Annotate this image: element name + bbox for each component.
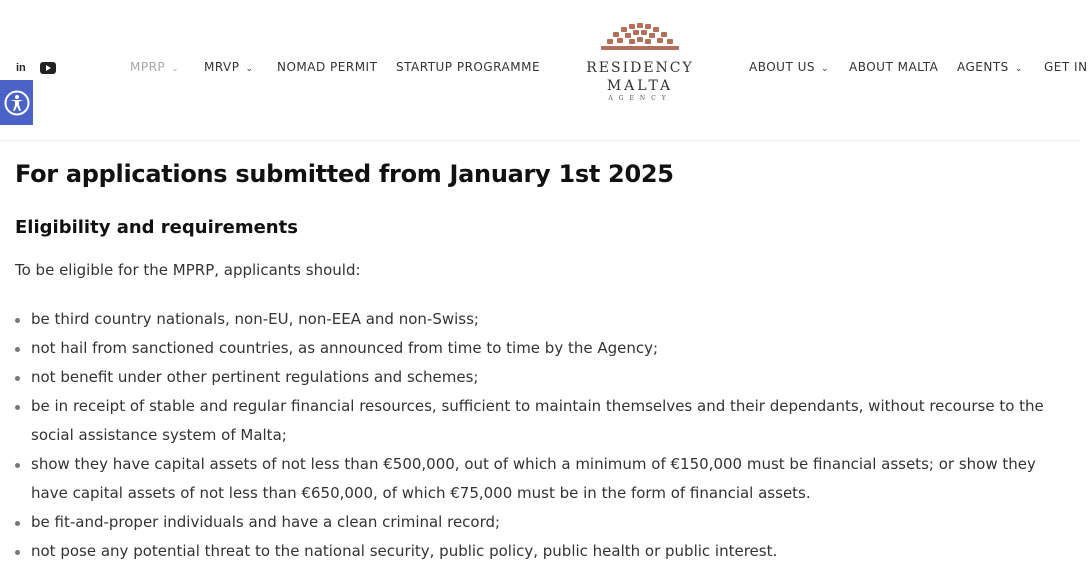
chevron-down-icon: ⌄ [245, 64, 254, 74]
nav-item-about-malta[interactable]: ABOUT MALTA [849, 60, 939, 74]
site-logo[interactable] [584, 22, 696, 102]
linkedin-icon[interactable]: in [16, 62, 26, 74]
list-item: show they have capital assets of not less than €500,000, out of which a minimum of €150,000 must be financial assets; or show they have capital assets of not less than €650,000, of which €75,000 must be in the form of financial assets. [15, 450, 1075, 508]
nav-item-about-us[interactable]: ABOUT US ⌄ [749, 60, 830, 74]
list-item: be fit-and-proper individuals and have a clean criminal record; [15, 508, 1075, 537]
logo-text-agency: AGENCY [608, 95, 672, 102]
main-content [15, 160, 1075, 560]
site-header [0, 0, 1088, 141]
nav-item-mrvp[interactable]: MRVP ⌄ [204, 60, 254, 74]
nav-item-get-in-touch[interactable]: GET IN [1044, 60, 1088, 74]
page-title: For applications submitted from January 1st 2025 [15, 160, 674, 188]
logo-text-residency: RESIDENCY [586, 60, 694, 76]
list-item: be in receipt of stable and regular financial resources, sufficient to maintain themselves and their dependants, without recourse to the social assistance system of Malta; [15, 392, 1075, 450]
logo-mark-icon [600, 22, 680, 56]
requirements-list [15, 305, 1075, 566]
list-item: not pose any potential threat to the national security, public policy, public health or public interest. [15, 537, 1075, 566]
chevron-down-icon: ⌄ [1014, 64, 1023, 74]
nav-item-nomad-permit[interactable]: NOMAD PERMIT [277, 60, 378, 74]
chevron-down-icon: ⌄ [171, 64, 180, 74]
nav-item-startup-programme[interactable]: STARTUP PROGRAMME [396, 60, 541, 74]
nav-item-mprp[interactable]: MPRP ⌄ [130, 60, 180, 74]
intro-text: To be eligible for the MPRP, applicants should: [15, 261, 361, 279]
list-item: not benefit under other pertinent regulations and schemes; [15, 363, 1075, 392]
list-item: not hail from sanctioned countries, as announced from time to time by the Agency; [15, 334, 1075, 363]
list-item: be third country nationals, non-EU, non-EEA and non-Swiss; [15, 305, 1075, 334]
social-links [16, 62, 56, 74]
accessibility-icon [4, 90, 30, 116]
section-heading: Eligibility and requirements [15, 217, 298, 238]
logo-text-malta: MALTA [606, 78, 674, 94]
youtube-icon[interactable] [40, 62, 56, 74]
chevron-down-icon: ⌄ [821, 64, 830, 74]
accessibility-button[interactable] [0, 80, 33, 125]
nav-item-agents[interactable]: AGENTS ⌄ [957, 60, 1023, 74]
